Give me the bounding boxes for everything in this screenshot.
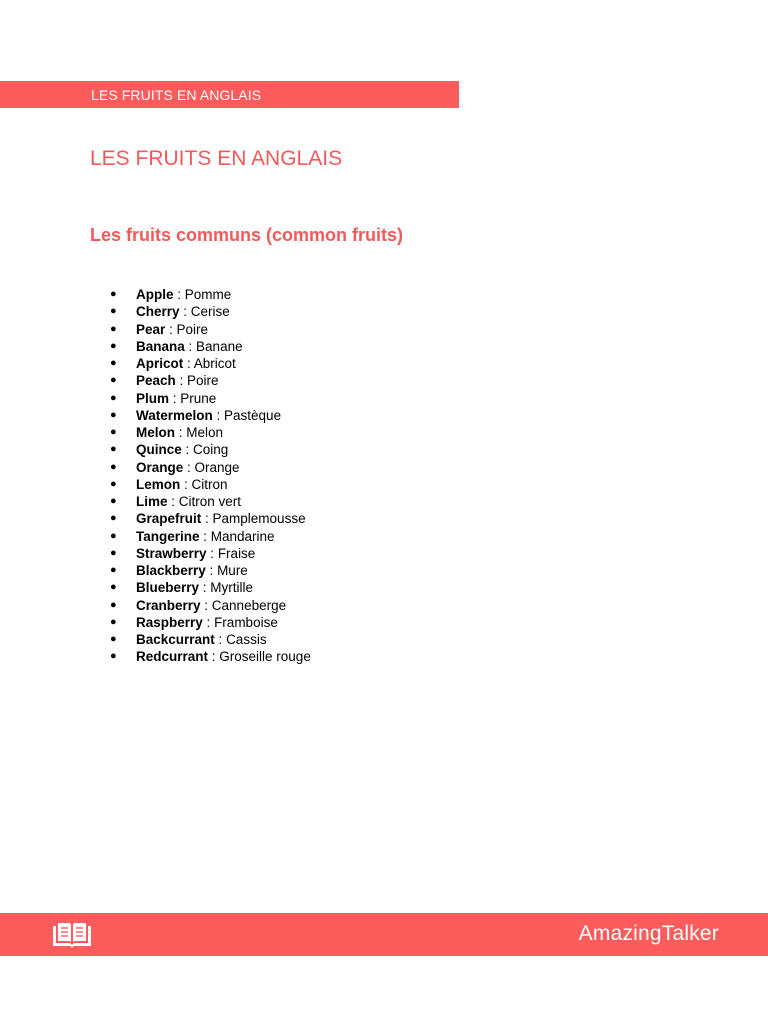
fruit-separator: : <box>165 321 177 337</box>
header-banner <box>0 81 459 108</box>
fruit-english-name: Orange <box>136 459 184 475</box>
fruit-french-name: Pastèque <box>224 407 282 423</box>
fruit-entry <box>136 441 228 458</box>
fruit-separator: : <box>206 545 218 561</box>
fruit-entry <box>136 372 219 389</box>
fruit-separator: : <box>175 425 187 440</box>
fruit-entry <box>136 407 281 424</box>
fruit-french-name: Pomme <box>184 287 232 302</box>
bullet-icon: ● <box>110 426 117 438</box>
bullet-icon: ● <box>110 443 117 456</box>
bullet-icon: ● <box>110 305 117 318</box>
bullet-icon: ● <box>110 322 117 335</box>
fruit-separator: : <box>167 494 179 509</box>
bullet-icon: ● <box>110 477 117 490</box>
fruit-french-name: Canneberge <box>211 597 287 613</box>
fruit-entry <box>136 355 236 372</box>
fruit-english-name: Apple <box>136 287 174 302</box>
fruit-english-name: Cranberry <box>136 597 201 613</box>
fruit-english-name: Apricot <box>136 356 184 371</box>
fruit-entry <box>136 528 275 545</box>
fruit-english-name: Raspberry <box>136 614 203 630</box>
fruit-entry <box>136 614 278 631</box>
fruit-separator: : <box>205 563 218 578</box>
fruit-english-name: Watermelon <box>136 407 213 423</box>
fruit-french-name: Framboise <box>214 614 278 630</box>
bullet-icon: ● <box>110 512 117 525</box>
fruit-separator: : <box>202 614 215 630</box>
fruit-entry <box>136 493 241 510</box>
fruit-english-name: Banana <box>136 338 185 354</box>
page-title: LES FRUITS EN ANGLAIS <box>90 147 343 170</box>
fruit-separator: : <box>180 476 192 492</box>
bullet-icon: ● <box>110 546 117 559</box>
fruit-separator: : <box>200 597 212 613</box>
fruit-entry <box>136 390 216 407</box>
footer-banner <box>0 913 768 956</box>
open-book-icon <box>52 922 92 948</box>
bullet-icon: ● <box>110 564 117 576</box>
fruit-entry <box>136 459 240 476</box>
fruit-entry <box>136 579 253 596</box>
fruit-english-name: Blueberry <box>136 580 200 596</box>
fruit-separator: : <box>199 528 211 544</box>
fruit-english-name: Cherry <box>136 304 180 320</box>
fruit-english-name: Peach <box>136 373 176 389</box>
fruit-french-name: Melon <box>186 425 224 440</box>
fruit-french-name: Poire <box>176 321 209 337</box>
bullet-icon: ● <box>110 598 117 611</box>
fruit-entry <box>136 476 228 493</box>
fruit-english-name: Melon <box>136 425 175 440</box>
fruit-separator: : <box>179 304 191 320</box>
header-banner-label: LES FRUITS EN ANGLAIS <box>91 87 262 103</box>
fruit-french-name: Myrtille <box>210 580 254 596</box>
bullet-icon: ● <box>110 581 117 594</box>
fruit-french-name: Cassis <box>226 632 267 647</box>
bullet-icon: ● <box>110 650 117 663</box>
fruit-separator: : <box>181 442 194 458</box>
bullet-icon: ● <box>110 357 117 369</box>
fruit-french-name: Coing <box>193 442 229 458</box>
fruit-french-name: Mandarine <box>210 528 275 544</box>
fruit-separator: : <box>212 407 225 423</box>
bullet-icon: ● <box>110 495 117 507</box>
fruit-english-name: Quince <box>136 442 182 458</box>
fruit-french-name: Fraise <box>217 545 256 561</box>
fruit-entry <box>136 545 255 562</box>
fruit-separator: : <box>201 511 213 527</box>
bullet-icon: ● <box>110 288 117 300</box>
fruit-entry <box>136 631 267 648</box>
fruit-english-name: Tangerine <box>136 528 200 544</box>
fruit-french-name: Mure <box>217 563 248 578</box>
fruit-separator: : <box>183 356 194 371</box>
bullet-icon: ● <box>110 615 117 628</box>
bullet-icon: ● <box>110 529 117 542</box>
fruit-french-name: Pamplemousse <box>212 511 306 527</box>
fruit-separator: : <box>208 649 220 665</box>
fruit-english-name: Plum <box>136 390 170 406</box>
fruit-separator: : <box>183 459 195 475</box>
fruit-entry <box>136 597 286 614</box>
fruit-entry <box>136 338 243 355</box>
fruit-separator: : <box>184 338 197 354</box>
fruit-separator: : <box>175 373 188 389</box>
fruit-entry <box>136 424 223 441</box>
fruit-french-name: Citron vert <box>178 494 242 509</box>
fruit-entry <box>136 648 311 665</box>
brand-wordmark: AmazingTalker <box>578 922 719 945</box>
fruit-separator: : <box>199 580 211 596</box>
fruit-french-name: Prune <box>180 390 217 406</box>
bullet-icon: ● <box>110 339 117 352</box>
fruit-entry <box>136 510 306 527</box>
bullet-icon: ● <box>110 633 117 645</box>
bullet-icon: ● <box>110 374 117 387</box>
fruit-separator: : <box>214 632 227 647</box>
fruit-english-name: Grapefruit <box>136 511 202 527</box>
fruit-french-name: Orange <box>194 459 240 475</box>
fruit-english-name: Strawberry <box>136 545 207 561</box>
fruit-english-name: Backcurrant <box>136 632 215 647</box>
fruit-french-name: Cerise <box>190 304 230 320</box>
fruit-french-name: Groseille rouge <box>219 649 311 665</box>
bullet-icon: ● <box>110 460 117 473</box>
fruit-english-name: Lime <box>136 494 168 509</box>
fruit-english-name: Redcurrant <box>136 649 209 665</box>
fruit-french-name: Abricot <box>193 356 236 371</box>
bullet-icon: ● <box>110 391 117 404</box>
fruit-english-name: Pear <box>136 321 166 337</box>
fruit-separator: : <box>173 287 185 302</box>
fruit-entry <box>136 303 230 320</box>
fruit-french-name: Banane <box>196 338 243 354</box>
bullet-icon: ● <box>110 408 117 421</box>
fruit-entry <box>136 321 208 338</box>
fruit-english-name: Lemon <box>136 476 181 492</box>
fruit-english-name: Blackberry <box>136 563 206 578</box>
fruit-entry <box>136 286 231 303</box>
fruit-french-name: Citron <box>191 476 228 492</box>
section-heading: Les fruits communs (common fruits) <box>90 225 404 245</box>
fruit-french-name: Poire <box>187 373 219 389</box>
fruit-entry <box>136 562 248 579</box>
fruit-separator: : <box>169 390 181 406</box>
